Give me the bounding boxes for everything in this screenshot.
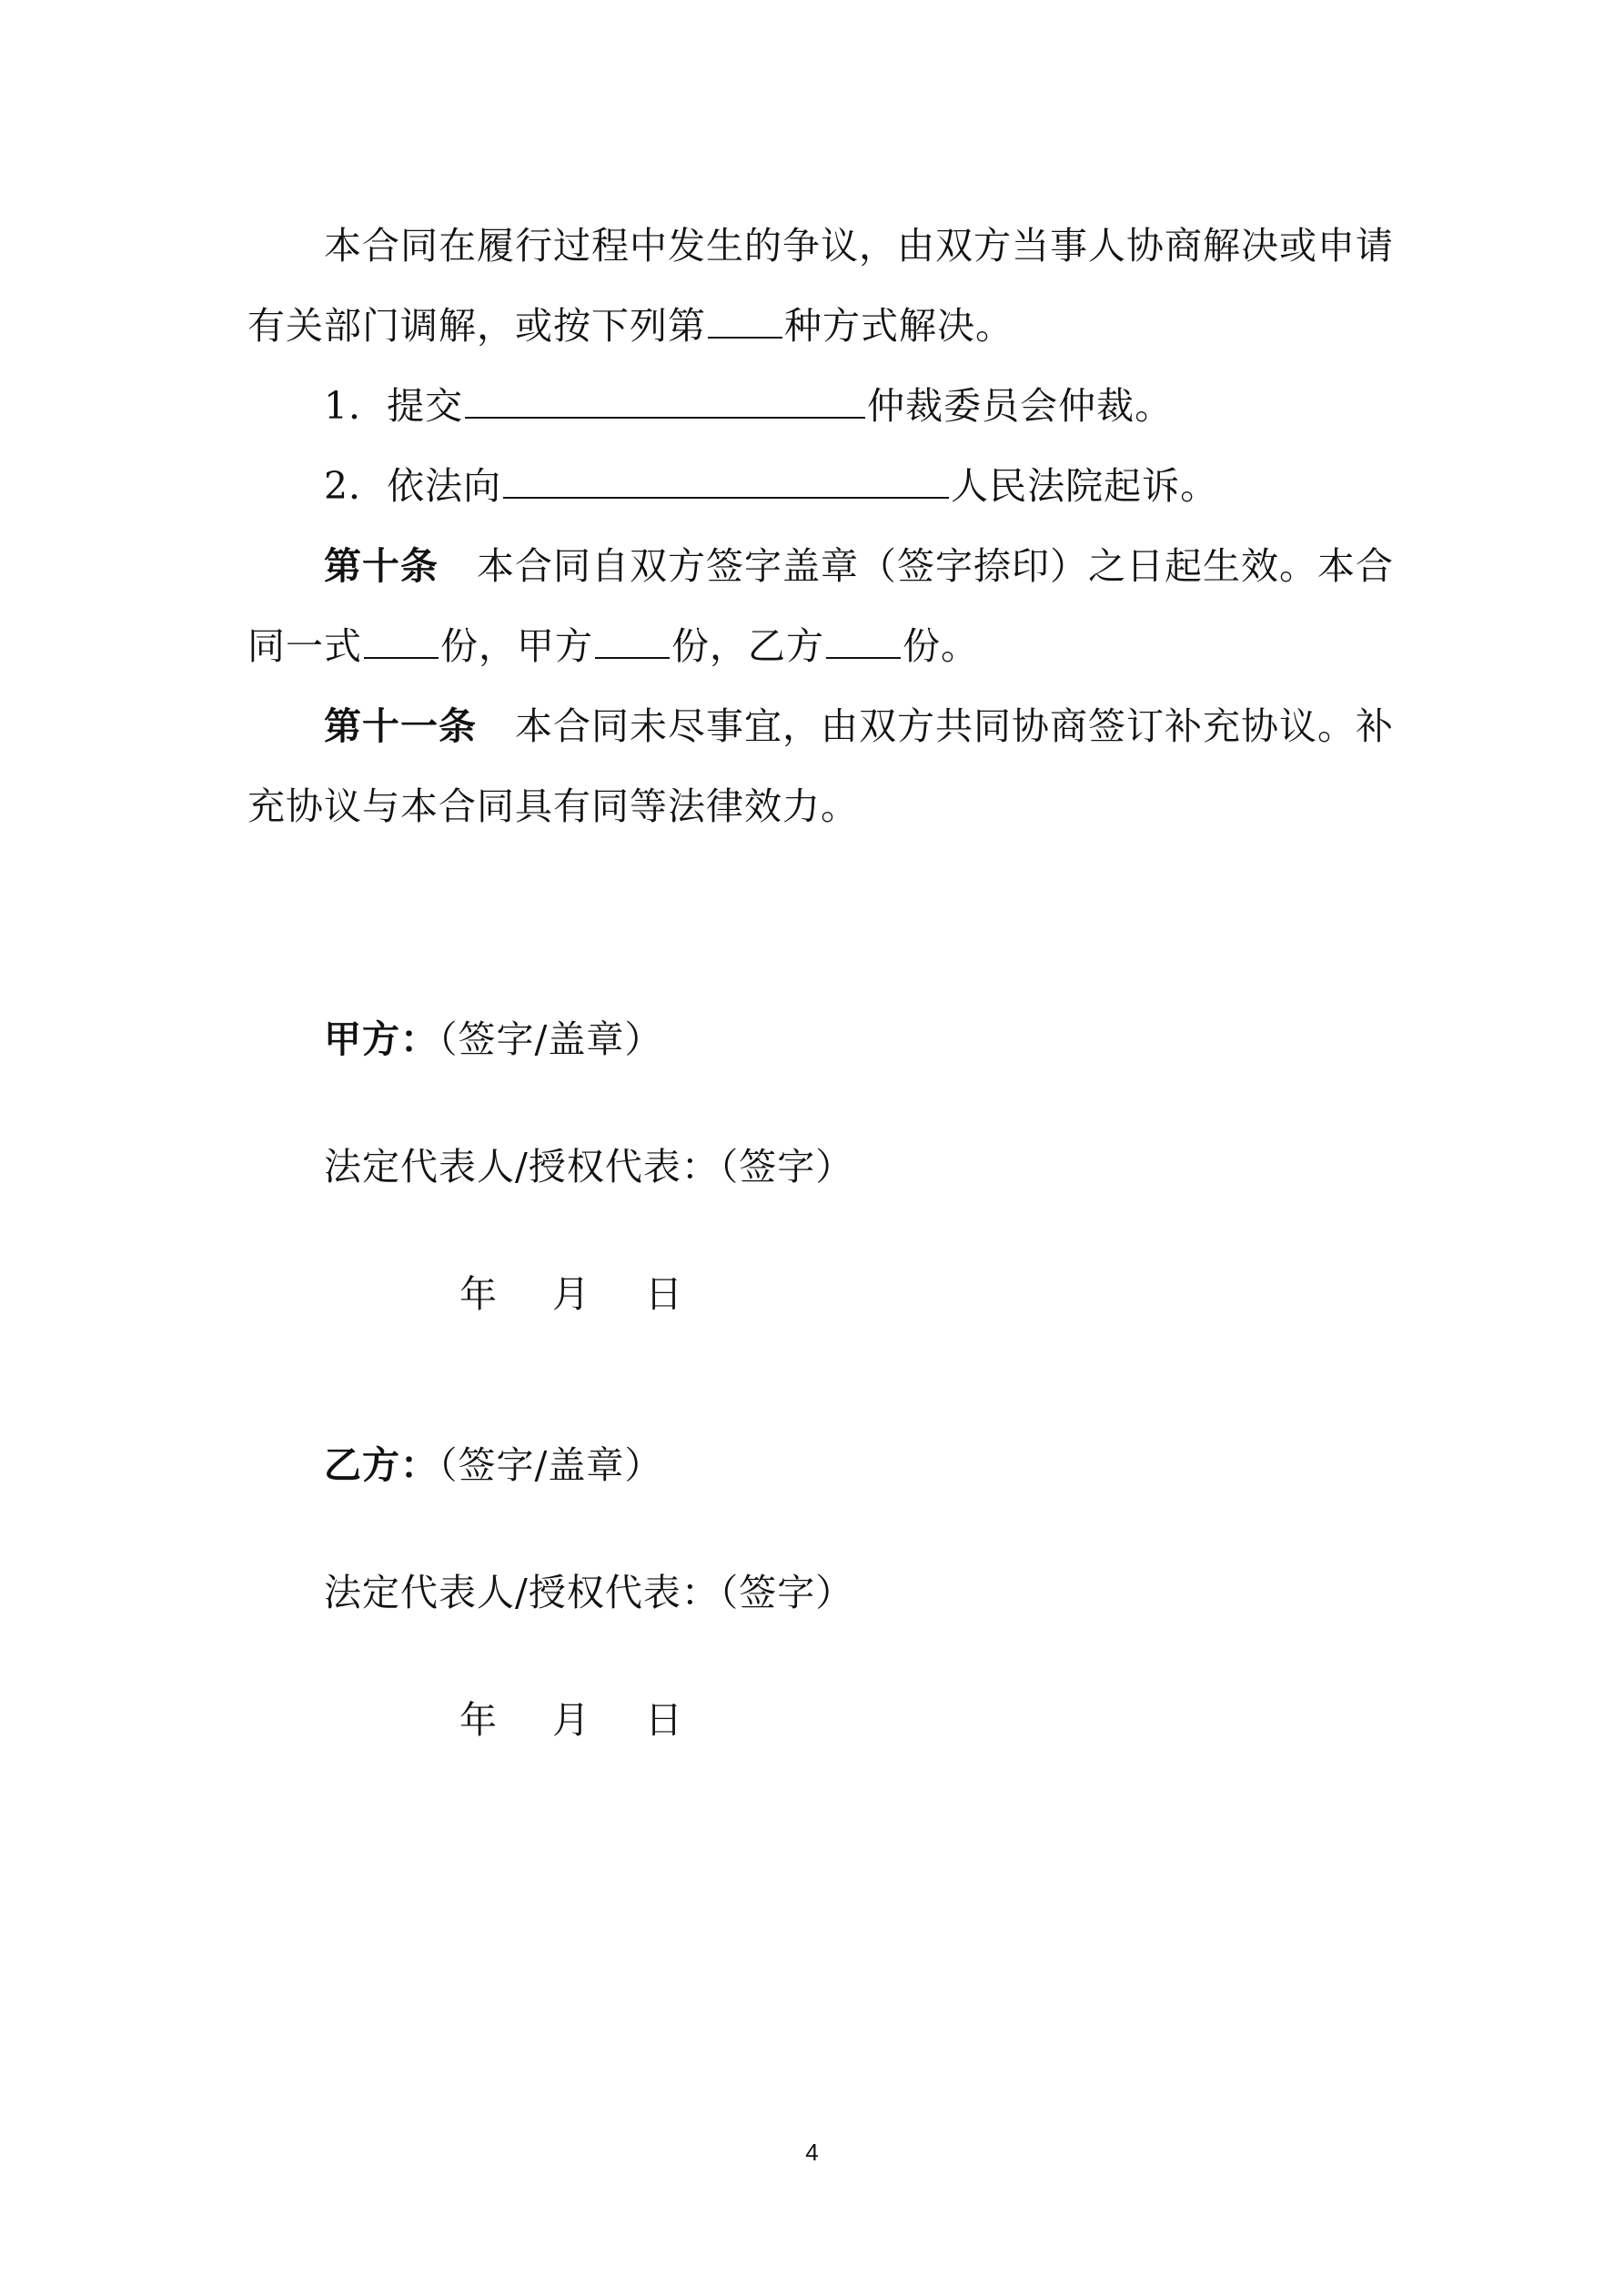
party-a-year: 年 [459, 1272, 498, 1316]
article-10-heading: 第十条 [324, 544, 439, 588]
party-a-sign: （签字/盖章） [439, 1017, 663, 1061]
arbitration-committee-blank[interactable] [465, 380, 865, 419]
dispute-line-2 [247, 298, 1014, 353]
option-1-prefix: 1．提交 [324, 384, 464, 428]
party-b-day: 日 [645, 1698, 683, 1742]
party-a-month: 月 [552, 1272, 590, 1316]
court-blank[interactable] [503, 460, 949, 499]
article-10-line-2 [247, 619, 979, 673]
option-1-suffix: 仲裁委员会仲裁。 [867, 384, 1174, 428]
copies-party-a-blank[interactable] [595, 621, 670, 659]
party-a-rep-line [324, 1139, 853, 1194]
dispute-text-2b: 种方式解决。 [784, 304, 1014, 348]
dispute-text-1: 本合同在履行过程中发生的争议，由双方当事人协商解决或申请 [324, 224, 1394, 268]
party-b-date [459, 1693, 683, 1747]
copies-party-b-blank[interactable] [826, 621, 901, 659]
option-1-line [324, 379, 1173, 433]
article-10-text-2b: 份，甲方 [440, 624, 593, 668]
party-a-date [459, 1267, 683, 1321]
party-b-label: 乙方： [324, 1443, 439, 1487]
article-11-text-1: 本合同未尽事宜，由双方共同协商签订补充协议。补 [515, 704, 1394, 748]
dispute-text-2a: 有关部门调解，或按下列第 [247, 304, 706, 348]
method-number-blank[interactable] [708, 300, 782, 339]
option-2-line [324, 459, 1218, 513]
article-11-heading: 第十一条 [324, 704, 477, 748]
dispute-line-1 [324, 218, 1394, 273]
party-a-label: 甲方： [324, 1017, 439, 1061]
article-10-text-1: 本合同自双方签字盖章（签字捺印）之日起生效。本合 [477, 544, 1394, 588]
article-10-text-2a: 同一式 [247, 624, 362, 668]
party-b-month: 月 [552, 1698, 590, 1742]
party-b-rep-line [324, 1565, 853, 1620]
article-11-line-1 [324, 699, 1394, 754]
party-b-line [324, 1438, 662, 1492]
article-10-line-1 [324, 539, 1394, 593]
option-2-prefix: 2．依法向 [324, 464, 502, 508]
party-b-year: 年 [459, 1698, 498, 1742]
option-2-suffix: 人民法院起诉。 [951, 464, 1219, 508]
party-a-line [324, 1012, 662, 1067]
party-a-day: 日 [645, 1272, 683, 1316]
article-11-line-2 [247, 779, 859, 834]
party-a-rep: 法定代表人/授权代表：（签字） [324, 1145, 854, 1188]
article-11-text-2: 充协议与本合同具有同等法律效力。 [247, 784, 859, 828]
party-b-rep: 法定代表人/授权代表：（签字） [324, 1571, 854, 1614]
copies-total-blank[interactable] [364, 621, 439, 659]
party-b-sign: （签字/盖章） [439, 1443, 663, 1487]
article-10-text-2d: 份。 [903, 624, 979, 668]
article-10-text-2c: 份，乙方 [671, 624, 824, 668]
page-number: 4 [805, 2139, 819, 2166]
